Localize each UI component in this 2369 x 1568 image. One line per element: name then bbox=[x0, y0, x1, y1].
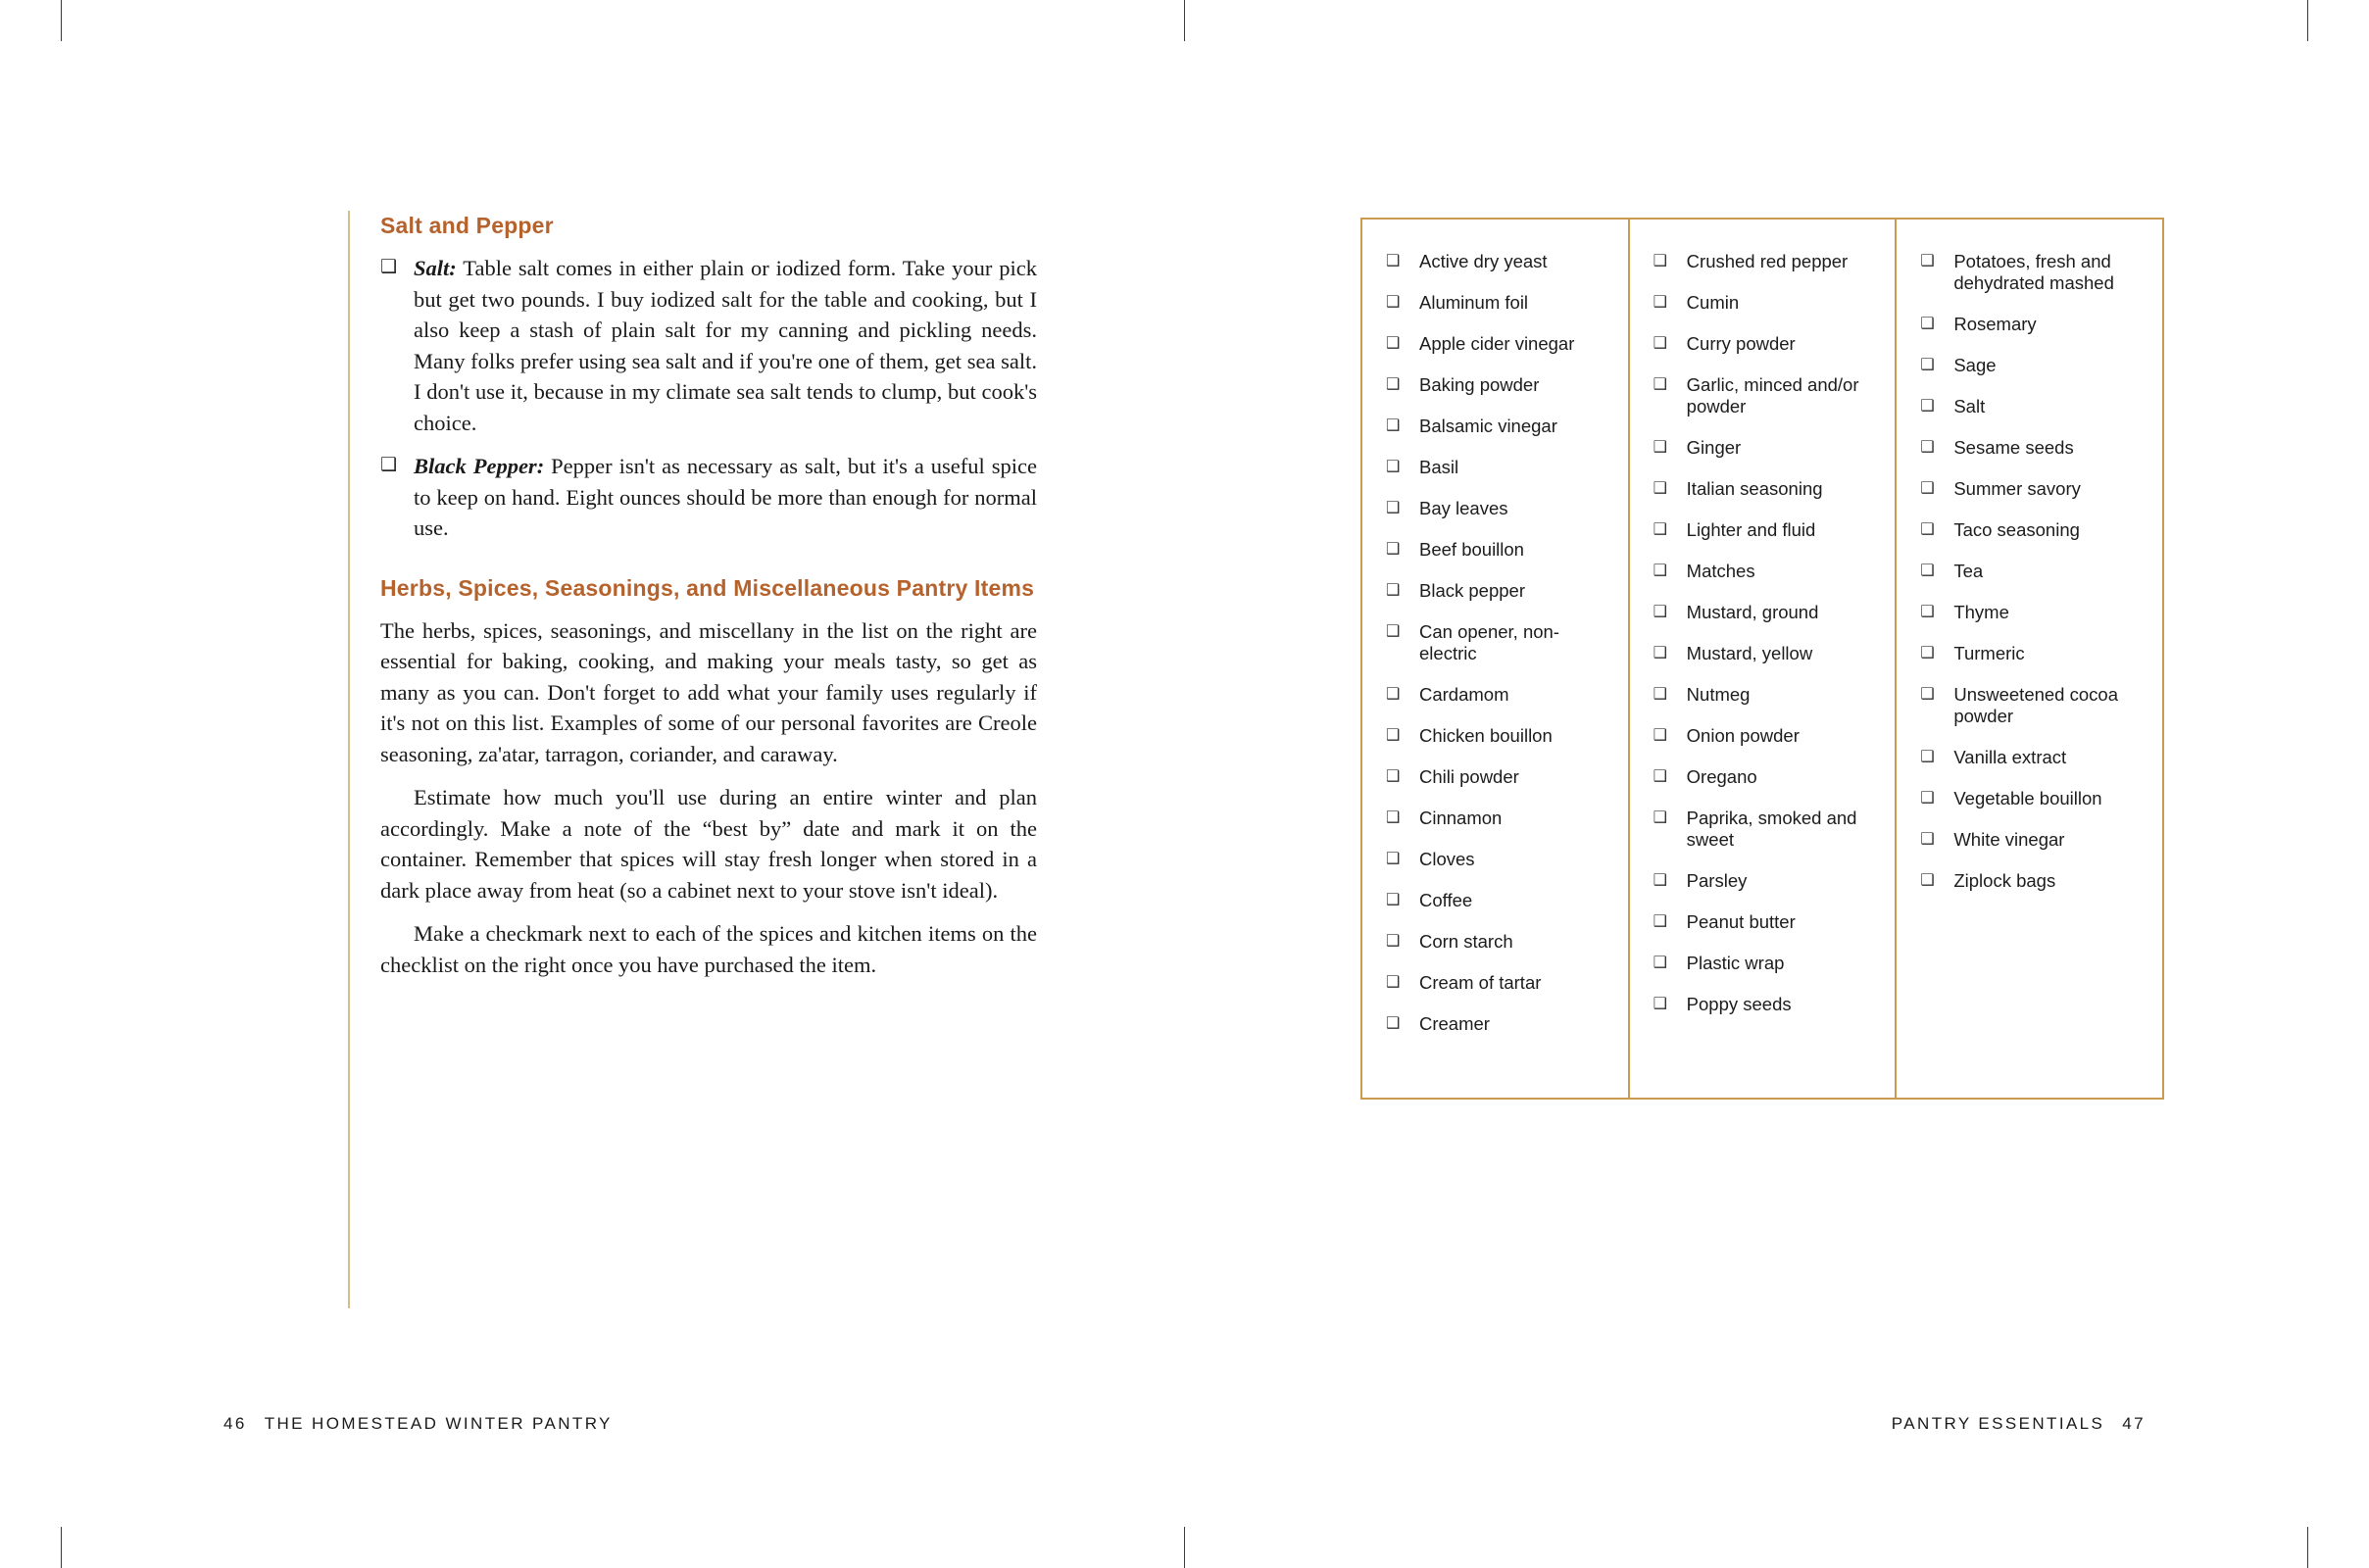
checkbox-icon[interactable]: ❑ bbox=[1920, 602, 1935, 620]
list-item-label: White vinegar bbox=[1953, 829, 2065, 850]
list-item-label: Italian seasoning bbox=[1686, 478, 1823, 499]
checkbox-icon[interactable]: ❑ bbox=[1920, 684, 1935, 703]
list-item[interactable] bbox=[1384, 621, 1614, 664]
list-item-label: Mustard, ground bbox=[1686, 602, 1819, 622]
heading-herbs-spices-seasonings: Herbs, Spices, Seasonings, and Miscellaneous Pantry Items bbox=[380, 574, 1035, 601]
checkbox-icon[interactable]: ❑ bbox=[1386, 251, 1401, 270]
list-item-label: Cloves bbox=[1419, 849, 1475, 869]
list-item-label: Vanilla extract bbox=[1953, 747, 2067, 767]
list-item-label: Chicken bouillon bbox=[1419, 725, 1553, 746]
list-item[interactable] bbox=[1384, 539, 1614, 561]
list-item-label: Corn starch bbox=[1419, 931, 1513, 952]
list-item[interactable] bbox=[1652, 994, 1882, 1015]
list-item-label: Peanut butter bbox=[1686, 911, 1796, 932]
list-item-label: Cinnamon bbox=[1419, 808, 1503, 828]
list-item[interactable] bbox=[1918, 355, 2148, 376]
list-item[interactable] bbox=[1384, 725, 1614, 747]
checkbox-icon[interactable]: ❑ bbox=[1653, 643, 1668, 662]
list-item-label: Oregano bbox=[1686, 766, 1757, 787]
list-item[interactable] bbox=[1384, 498, 1614, 519]
list-item[interactable] bbox=[1384, 333, 1614, 355]
list-item-label: Matches bbox=[1686, 561, 1755, 581]
list-item[interactable] bbox=[1918, 561, 2148, 582]
list-item-label: Turmeric bbox=[1953, 643, 2025, 663]
list-item[interactable] bbox=[1384, 849, 1614, 870]
list-item-label: Onion powder bbox=[1686, 725, 1800, 746]
list-item[interactable] bbox=[1384, 890, 1614, 911]
list-item-label: Poppy seeds bbox=[1686, 994, 1792, 1014]
list-item-label: Crushed red pepper bbox=[1686, 251, 1849, 271]
checkbox-icon[interactable]: ❑ bbox=[1653, 602, 1668, 620]
chapter-title-running-head: PANTRY ESSENTIALS bbox=[1891, 1414, 2105, 1433]
list-item[interactable] bbox=[1652, 437, 1882, 459]
checkbox-icon[interactable]: ❑ bbox=[1386, 849, 1401, 867]
list-item-label: Aluminum foil bbox=[1419, 292, 1529, 313]
list-item-label: Paprika, smoked and sweet bbox=[1686, 808, 1857, 850]
bullet-body-salt: Table salt comes in either plain or iodized form. Take your pick but get two pounds. I buy iodized salt for the table and cooking, but I also keep a stash of plain salt for my canning and pickling needs. Many folks prefer using sea salt and if you're one of them, get sea salt. I don't use it, because in my climate sea salt tends to clump, but cook's choice. bbox=[414, 256, 1037, 435]
list-item-label: Tea bbox=[1953, 561, 1984, 581]
checkbox-icon[interactable]: ❑ bbox=[1386, 766, 1401, 785]
list-item-label: Vegetable bouillon bbox=[1953, 788, 2102, 808]
checkbox-icon[interactable]: ❑ bbox=[1920, 870, 1935, 889]
book-title-running-head: THE HOMESTEAD WINTER PANTRY bbox=[264, 1414, 613, 1433]
checkbox-icon: ❑ bbox=[380, 454, 398, 476]
checkbox-icon[interactable]: ❑ bbox=[1386, 972, 1401, 991]
list-item-label: Nutmeg bbox=[1686, 684, 1751, 705]
list-item[interactable] bbox=[1652, 766, 1882, 788]
checkbox-icon[interactable]: ❑ bbox=[1920, 478, 1935, 497]
checkbox-icon[interactable]: ❑ bbox=[1386, 457, 1401, 475]
checkbox-icon[interactable]: ❑ bbox=[1653, 292, 1668, 311]
checkbox-icon: ❑ bbox=[380, 256, 398, 278]
checkbox-icon[interactable]: ❑ bbox=[1920, 747, 1935, 765]
left-page bbox=[0, 0, 1184, 1568]
list-item[interactable] bbox=[1918, 478, 2148, 500]
decorative-vertical-rule bbox=[348, 211, 350, 1308]
list-item[interactable] bbox=[1384, 374, 1614, 396]
heading-salt-and-pepper: Salt and Pepper bbox=[380, 213, 554, 238]
list-item-label: Apple cider vinegar bbox=[1419, 333, 1575, 354]
bullet-lead-black-pepper: Black Pepper: bbox=[414, 454, 545, 479]
list-item-label: Bay leaves bbox=[1419, 498, 1508, 518]
checkbox-icon[interactable]: ❑ bbox=[1386, 1013, 1401, 1032]
list-item[interactable] bbox=[1652, 251, 1882, 272]
checkbox-icon[interactable]: ❑ bbox=[1386, 808, 1401, 826]
checkbox-icon[interactable]: ❑ bbox=[1653, 437, 1668, 456]
list-item-label: Ziplock bags bbox=[1953, 870, 2056, 891]
right-page bbox=[1184, 0, 2369, 1568]
checkbox-icon[interactable]: ❑ bbox=[1920, 829, 1935, 848]
checklist-column-1 bbox=[1362, 220, 1630, 1098]
list-item-label: Balsamic vinegar bbox=[1419, 416, 1557, 436]
checkbox-icon[interactable]: ❑ bbox=[1920, 355, 1935, 373]
footer-right bbox=[1892, 1414, 2146, 1434]
bullet-item-black-pepper bbox=[380, 451, 1037, 544]
list-item-label: Curry powder bbox=[1686, 333, 1796, 354]
list-item-label: Can opener, non-electric bbox=[1419, 621, 1559, 663]
checkbox-icon[interactable]: ❑ bbox=[1386, 539, 1401, 558]
page-number-left: 46 bbox=[223, 1414, 247, 1433]
list-item-label: Cardamom bbox=[1419, 684, 1509, 705]
list-item[interactable] bbox=[1384, 766, 1614, 788]
list-item[interactable] bbox=[1918, 829, 2148, 851]
page-number-right: 47 bbox=[2122, 1414, 2146, 1433]
list-item-label: Rosemary bbox=[1953, 314, 2037, 334]
list-item-label: Sesame seeds bbox=[1953, 437, 2074, 458]
checkbox-icon[interactable]: ❑ bbox=[1386, 292, 1401, 311]
checkbox-icon[interactable]: ❑ bbox=[1653, 725, 1668, 744]
checkbox-icon[interactable]: ❑ bbox=[1920, 519, 1935, 538]
paragraph-estimate-usage: Estimate how much you'll use during an entire winter and plan accordingly. Make a note of the “best by” date and mark it on the container. Remember that spices will stay fresh longer when stored in a dark place away from heat (so a cabinet next to your stove isn't ideal). bbox=[380, 785, 1037, 903]
list-item[interactable] bbox=[1384, 1013, 1614, 1035]
list-item-label: Cumin bbox=[1686, 292, 1740, 313]
checkbox-icon[interactable]: ❑ bbox=[1920, 788, 1935, 807]
checkbox-icon[interactable]: ❑ bbox=[1653, 519, 1668, 538]
list-item[interactable] bbox=[1918, 519, 2148, 541]
footer-left bbox=[223, 1414, 613, 1434]
list-item[interactable] bbox=[1652, 643, 1882, 664]
checkbox-icon[interactable]: ❑ bbox=[1386, 684, 1401, 703]
list-item[interactable] bbox=[1652, 725, 1882, 747]
checkbox-icon[interactable]: ❑ bbox=[1386, 621, 1401, 640]
checkbox-icon[interactable]: ❑ bbox=[1653, 374, 1668, 393]
list-item[interactable] bbox=[1918, 314, 2148, 335]
checkbox-icon[interactable]: ❑ bbox=[1653, 808, 1668, 826]
list-item-label: Salt bbox=[1953, 396, 1986, 416]
list-item[interactable] bbox=[1384, 972, 1614, 994]
checkbox-icon[interactable]: ❑ bbox=[1653, 478, 1668, 497]
paragraph-checkmark-instruction: Make a checkmark next to each of the spices and kitchen items on the checklist on the right once you have purchased the item. bbox=[380, 921, 1037, 977]
list-item-label: Creamer bbox=[1419, 1013, 1490, 1034]
checkbox-icon[interactable]: ❑ bbox=[1386, 333, 1401, 352]
list-item[interactable] bbox=[1384, 931, 1614, 953]
list-item[interactable] bbox=[1652, 684, 1882, 706]
list-item[interactable] bbox=[1384, 292, 1614, 314]
checkbox-icon[interactable]: ❑ bbox=[1653, 953, 1668, 971]
list-item-label: Basil bbox=[1419, 457, 1459, 477]
checkbox-icon[interactable]: ❑ bbox=[1386, 374, 1401, 393]
list-item[interactable] bbox=[1384, 684, 1614, 706]
bullet-lead-salt: Salt: bbox=[414, 256, 457, 281]
list-item-label: Plastic wrap bbox=[1686, 953, 1785, 973]
list-item[interactable] bbox=[1652, 911, 1882, 933]
checkbox-icon[interactable]: ❑ bbox=[1653, 251, 1668, 270]
checkbox-icon[interactable]: ❑ bbox=[1920, 396, 1935, 415]
checkbox-icon[interactable]: ❑ bbox=[1653, 911, 1668, 930]
checkbox-icon[interactable]: ❑ bbox=[1653, 333, 1668, 352]
list-item-label: Beef bouillon bbox=[1419, 539, 1524, 560]
list-item[interactable] bbox=[1652, 870, 1882, 892]
checkbox-icon[interactable]: ❑ bbox=[1653, 994, 1668, 1012]
list-item[interactable] bbox=[1384, 251, 1614, 272]
checkbox-icon[interactable]: ❑ bbox=[1386, 416, 1401, 434]
list-item-label: Ginger bbox=[1686, 437, 1742, 458]
list-item[interactable] bbox=[1918, 788, 2148, 809]
list-item[interactable] bbox=[1652, 808, 1882, 851]
checkbox-icon[interactable]: ❑ bbox=[1920, 251, 1935, 270]
checkbox-icon[interactable]: ❑ bbox=[1920, 561, 1935, 579]
list-item[interactable] bbox=[1918, 643, 2148, 664]
bullet-text-black-pepper bbox=[414, 451, 1037, 544]
list-item-label: Black pepper bbox=[1419, 580, 1525, 601]
list-item[interactable] bbox=[1652, 519, 1882, 541]
list-item[interactable] bbox=[1384, 808, 1614, 829]
checklist-column-3 bbox=[1897, 220, 2162, 1098]
checkbox-icon[interactable]: ❑ bbox=[1920, 314, 1935, 332]
bullet-item-salt bbox=[380, 253, 1037, 438]
checkbox-icon[interactable]: ❑ bbox=[1653, 684, 1668, 703]
list-item[interactable] bbox=[1652, 602, 1882, 623]
list-item-label: Baking powder bbox=[1419, 374, 1540, 395]
checkbox-icon[interactable]: ❑ bbox=[1653, 766, 1668, 785]
list-item-label: Taco seasoning bbox=[1953, 519, 2080, 540]
list-item-label: Coffee bbox=[1419, 890, 1473, 910]
checkbox-icon[interactable]: ❑ bbox=[1386, 580, 1401, 599]
list-item-label: Summer savory bbox=[1953, 478, 2081, 499]
list-item-label: Thyme bbox=[1953, 602, 2009, 622]
list-item[interactable] bbox=[1918, 602, 2148, 623]
pantry-checklist bbox=[1360, 218, 2164, 1100]
list-item-label: Garlic, minced and/or powder bbox=[1686, 374, 1859, 416]
list-item[interactable] bbox=[1652, 953, 1882, 974]
checkbox-icon[interactable]: ❑ bbox=[1386, 931, 1401, 950]
left-page-text-column bbox=[380, 211, 1037, 984]
list-item-label: Active dry yeast bbox=[1419, 251, 1548, 271]
list-item[interactable] bbox=[1384, 416, 1614, 437]
list-item-label: Potatoes, fresh and dehydrated mashed bbox=[1953, 251, 2114, 293]
bullet-text-salt bbox=[414, 253, 1037, 438]
checkbox-icon[interactable]: ❑ bbox=[1653, 561, 1668, 579]
checkbox-icon[interactable]: ❑ bbox=[1920, 437, 1935, 456]
list-item[interactable] bbox=[1918, 396, 2148, 417]
list-item[interactable] bbox=[1918, 870, 2148, 892]
list-item[interactable] bbox=[1652, 333, 1882, 355]
list-item-label: Cream of tartar bbox=[1419, 972, 1542, 993]
list-item[interactable] bbox=[1384, 457, 1614, 478]
checkbox-icon[interactable]: ❑ bbox=[1653, 870, 1668, 889]
list-item[interactable] bbox=[1918, 251, 2148, 294]
list-item-label: Mustard, yellow bbox=[1686, 643, 1813, 663]
checklist-column-2 bbox=[1630, 220, 1898, 1098]
list-item-label: Chili powder bbox=[1419, 766, 1519, 787]
list-item-label: Lighter and fluid bbox=[1686, 519, 1816, 540]
list-item-label: Unsweetened cocoa powder bbox=[1953, 684, 2118, 726]
list-item[interactable] bbox=[1384, 580, 1614, 602]
checkbox-icon[interactable]: ❑ bbox=[1920, 643, 1935, 662]
list-item[interactable] bbox=[1652, 374, 1882, 417]
list-item[interactable] bbox=[1652, 561, 1882, 582]
list-item[interactable] bbox=[1918, 437, 2148, 459]
list-item[interactable] bbox=[1652, 292, 1882, 314]
list-item-label: Sage bbox=[1953, 355, 1997, 375]
paragraph-herbs-intro: The herbs, spices, seasonings, and miscellany in the list on the right are essential for baking, cooking, and making your meals tasty, so get as many as you can. Don't forget to add what your family uses regularly if it's not on this list. Examples of some of our personal favorites are Creole seasoning, za'atar, tarragon, coriander, and caraway. bbox=[380, 617, 1037, 766]
checkbox-icon[interactable]: ❑ bbox=[1386, 890, 1401, 908]
checkbox-icon[interactable]: ❑ bbox=[1386, 498, 1401, 516]
list-item[interactable] bbox=[1918, 747, 2148, 768]
list-item[interactable] bbox=[1652, 478, 1882, 500]
list-item-label: Parsley bbox=[1686, 870, 1748, 891]
bullet-body-black-pepper: Pepper isn't as necessary as salt, but it's a useful spice to keep on hand. Eight ounces should be more than enough for normal use. bbox=[414, 454, 1037, 541]
list-item[interactable] bbox=[1918, 684, 2148, 727]
checkbox-icon[interactable]: ❑ bbox=[1386, 725, 1401, 744]
